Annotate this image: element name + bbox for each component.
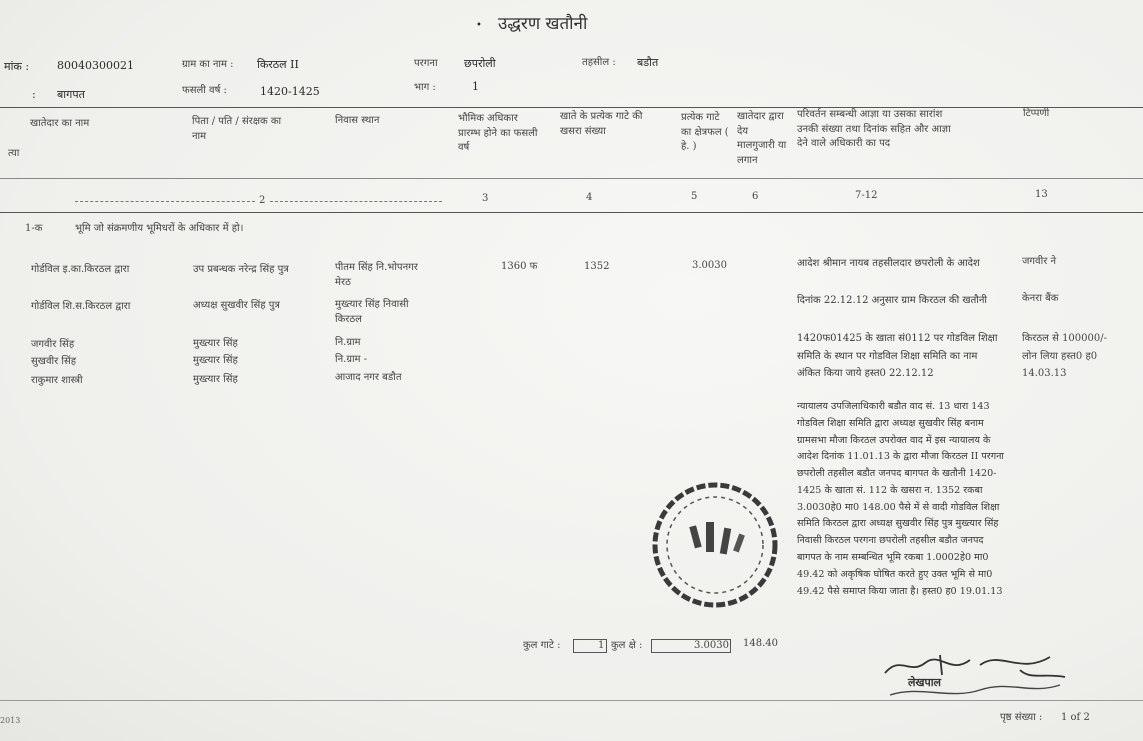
header-remarks: टिप्पणी xyxy=(1023,108,1050,119)
header-rights-year: भौमिक अधिकार प्रारम्भ होने का फसली वर्ष xyxy=(458,113,538,153)
official-stamp xyxy=(650,478,780,613)
residence-2: मुख्त्यार सिंह निवासी किरठल xyxy=(335,299,409,325)
section-code: 1-क xyxy=(25,223,43,234)
remark-order-3: 1420फ01425 के खाता सं0112 पर गोडविल शिक्षा समिति के स्थान पर गोडविल शिक्षा समिति का नाम अंकित किया जाये हस्त0 22.12.12 xyxy=(797,333,998,379)
colnum-13: 13 xyxy=(1035,189,1048,200)
col2-dash-right xyxy=(270,201,442,202)
footer-corner-mark: 2013 xyxy=(0,716,21,725)
village-name: किरठल II xyxy=(257,58,299,71)
rights-fasli-year: 1360 फ xyxy=(501,261,538,272)
footer-rule xyxy=(0,700,1143,701)
owner-name-4: सुखवीर सिंह xyxy=(31,356,77,367)
owner-name-1: गोर्डविल इ.का.किरठल द्वारा xyxy=(31,264,130,275)
total-plots-value: 1 xyxy=(598,640,605,651)
residence-5: आजाद नगर बडौत xyxy=(335,372,402,383)
header-bottom-rule xyxy=(0,212,1143,213)
khasra-number: 1352 xyxy=(584,261,610,272)
header-lagan: खातेदार द्वारा देय मालगुजारी या लगान xyxy=(737,111,787,166)
header-owner-suffix: त्या xyxy=(8,148,20,159)
tehsil-label: तहसील : xyxy=(582,57,616,68)
note-2: केनरा बैंक xyxy=(1022,293,1059,304)
signatory-designation: लेखपाल xyxy=(908,676,942,689)
remark-order-2: दिनांक 22.12.12 अनुसार ग्राम किरठल की खतौनी xyxy=(797,295,987,306)
fasli-years: 1420-1425 xyxy=(260,85,320,98)
col2-dash-left xyxy=(75,201,255,202)
village-label: ग्राम का नाम : xyxy=(182,59,234,70)
header-change-orders: परिवर्तन सम्बन्धी आज्ञा या उसका सारांश उनकी संख्या तथा दिनांक सहित और आज्ञा देने वाले अधिकारी का पद xyxy=(797,109,951,149)
page-count: 1 of 2 xyxy=(1061,712,1090,723)
total-plots-label: कुल गाटे : xyxy=(523,640,561,651)
district-name: बागपत xyxy=(57,88,85,101)
residence-1: पीतम सिंह नि.भोपनगर मेरठ xyxy=(335,262,418,288)
district-colon: : xyxy=(32,88,36,101)
header-residence: निवास स्थान xyxy=(335,115,380,126)
total-area-label: कुल क्षे : xyxy=(611,640,643,651)
pargana-name: छपरोली xyxy=(464,57,496,70)
total-lagan-value: 148.40 xyxy=(743,638,778,649)
father-name-3: मुख्त्यार सिंह xyxy=(193,338,238,349)
father-name-1: उप प्रबन्धक नरेन्द्र सिंह पुत्र xyxy=(193,264,289,275)
father-name-4: मुख्त्यार सिंह xyxy=(193,355,238,366)
remark-order-1: आदेश श्रीमान नायब तहसीलदार छपरोली के आदेश xyxy=(797,258,980,269)
title-dot: • xyxy=(476,20,482,31)
colnum-2: 2 xyxy=(259,195,266,206)
tehsil-name: बडौत xyxy=(637,56,659,69)
owner-name-2: गोर्डविल शि.स.किरठल द्वारा xyxy=(31,301,131,312)
plot-area: 3.0030 xyxy=(692,260,727,271)
header-khasra: खाते के प्रत्येक गाटे की खसरा संख्या xyxy=(560,111,643,137)
note-1: जगवीर ने xyxy=(1022,256,1057,267)
bhag-label: भाग : xyxy=(414,82,436,93)
pargana-label: परगना xyxy=(414,58,438,69)
header-area: प्रत्येक गाटे का क्षेत्रफल ( हे. ) xyxy=(681,112,729,152)
section-description: भूमि जो संक्रमणीय भूमिधरों के अधिकार में हो। xyxy=(75,223,244,234)
residence-3: नि.ग्राम xyxy=(335,337,361,348)
header-top-rule xyxy=(0,107,1143,108)
header-owner-name: खातेदार का नाम xyxy=(30,118,90,129)
colnum-5: 5 xyxy=(691,191,698,202)
owner-name-3: जगवीर सिंह xyxy=(31,339,75,350)
colnum-3: 3 xyxy=(482,193,489,204)
document-title: उद्धरण खतौनी xyxy=(498,14,588,34)
colnum-6: 6 xyxy=(752,191,759,202)
header-father-name: पिता / पति / संरक्षक का नाम xyxy=(192,116,282,142)
page-count-label: पृष्ठ संख्या : xyxy=(1000,712,1043,723)
father-name-2: अध्यक्ष सुखवीर सिंह पुत्र xyxy=(193,300,280,311)
remark-court-order: न्यायालय उपजिलाधिकारी बडौत वाद सं. 13 धारा 143 गोडविल शिक्षा समिति द्वारा अध्यक्ष सुखवीर सिंह बनाम ग्रामसभा मौजा किरठल उपरोक्त वाद में इस न्यायालय के आदेश दिनांक 11.01.13 के द्वारा मौजा किरठल II परगना छपरोली तहसील बडौत जनपद बागपत के खतौनी 1420-1425 के खाता सं. 112 के खसरा न. 1352 रकबा 3.0030हे0 मा0 148.00 पैसे में से वादी गोडविल शिक्षा समिति किरठल द्वारा अध्यक्ष सुखवीर सिंह पुत्र मुख्त्यार सिंह निवासी किरठल परगना छपरोली तहसील बडौत जनपद बागपत के नाम सम्बन्धित भूमि रकबा 1.0002हे0 मा0 49.42 को अकृषिक घोषित करते हुए उक्त भूमि से मा0 49.42 पैसे समाप्त किया जाता है। हस्त0 ह0 19.01.13 xyxy=(797,401,1004,597)
bhag-number: 1 xyxy=(472,80,479,93)
total-area-value: 3.0030 xyxy=(694,640,729,651)
khata-label: मांक : xyxy=(4,60,30,73)
note-3: किरठल से 100000/-लोन लिया हस्त0 ह0 14.03.13 xyxy=(1022,333,1107,379)
header-mid-rule xyxy=(0,178,1143,179)
father-name-5: मुख्त्यार सिंह xyxy=(193,374,238,385)
residence-4: नि.ग्राम - xyxy=(335,354,368,365)
colnum-4: 4 xyxy=(586,192,593,203)
khata-number: 80040300021 xyxy=(57,59,134,72)
owner-name-5: राकुमार शास्त्री xyxy=(31,375,83,386)
fasli-label: फसली वर्ष : xyxy=(182,85,227,96)
colnum-7-12: 7-12 xyxy=(855,190,878,201)
